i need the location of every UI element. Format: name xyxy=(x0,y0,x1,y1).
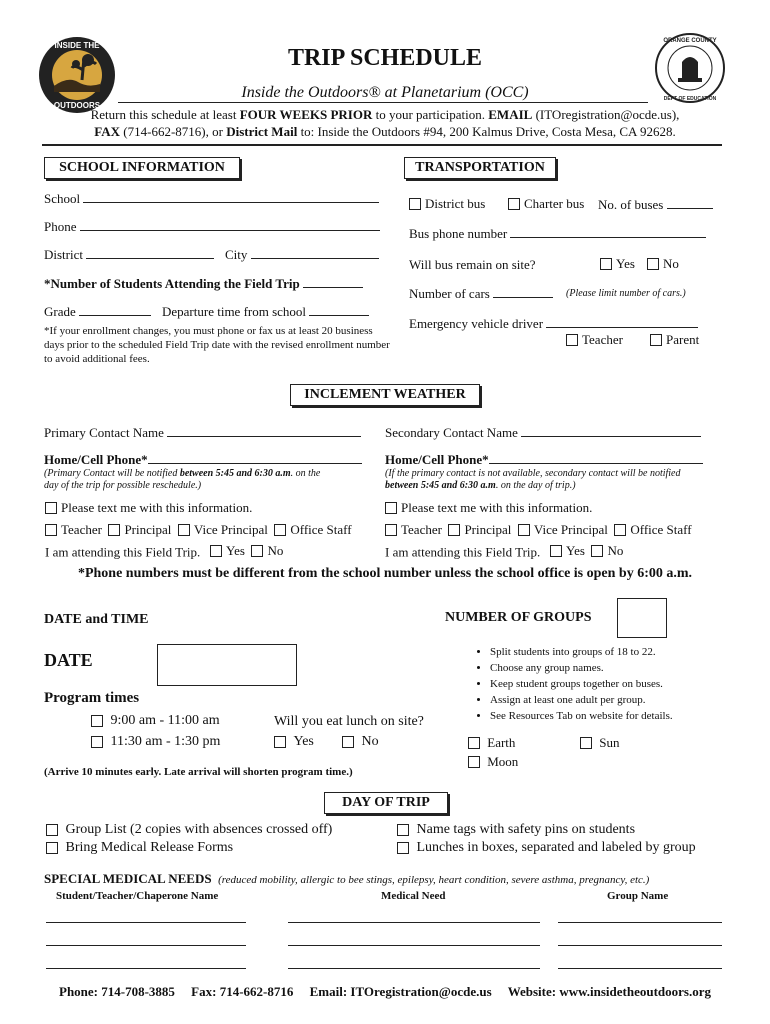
district-bus-checkbox[interactable]: District bus xyxy=(409,196,485,211)
bus-remain-label: Will bus remain on site? xyxy=(409,257,536,272)
primary-teacher-checkbox[interactable]: Teacher xyxy=(45,522,102,537)
charter-bus-checkbox[interactable]: Charter bus xyxy=(508,196,584,211)
medical-need-line[interactable] xyxy=(288,968,540,969)
svg-text:ORANGE COUNTY: ORANGE COUNTY xyxy=(663,38,717,44)
page-title: TRIP SCHEDULE xyxy=(287,45,483,71)
cars-note: (Please limit number of cars.) xyxy=(566,288,686,299)
medical-col-name-header: Student/Teacher/Chaperone Name xyxy=(56,890,219,902)
district-field[interactable]: District xyxy=(44,246,214,262)
number-of-groups-heading: NUMBER OF GROUPS xyxy=(445,610,592,625)
arrival-note: (Arrive 10 minutes early. Late arrival will shorten program time.) xyxy=(44,766,353,778)
medical-name-line[interactable] xyxy=(46,968,246,969)
primary-principal-checkbox[interactable]: Principal xyxy=(108,522,171,537)
primary-contact-field[interactable]: Primary Contact Name xyxy=(44,424,361,440)
groups-count-box[interactable] xyxy=(617,598,667,638)
emergency-driver-field[interactable]: Emergency vehicle driver xyxy=(409,315,698,331)
medical-need-line[interactable] xyxy=(288,945,540,946)
city-field[interactable]: City xyxy=(225,246,379,262)
group-list-checkbox[interactable]: Group List (2 copies with absences crossed off) xyxy=(46,822,332,837)
primary-attending-row: I am attending this Field Trip. Yes No xyxy=(45,543,284,560)
svg-text:OUTDOORS: OUTDOORS xyxy=(53,101,101,110)
program-times-label: Program times xyxy=(44,690,140,706)
footer-website[interactable]: Website: www.insidetheoutdoors.org xyxy=(507,984,711,999)
footer-email[interactable]: Email: ITOregistration@ocde.us xyxy=(309,984,492,999)
secondary-teacher-checkbox[interactable]: Teacher xyxy=(385,522,442,537)
secondary-home-cell-field[interactable]: Home/Cell Phone* xyxy=(385,451,703,467)
medical-group-line[interactable] xyxy=(558,922,722,923)
secondary-text-me-checkbox[interactable]: Please text me with this information. xyxy=(385,500,592,515)
num-buses-field[interactable]: No. of buses xyxy=(598,196,713,212)
group-guideline-item: • Choose any group names. xyxy=(490,660,673,676)
departure-time-field[interactable]: Departure time from school xyxy=(162,303,369,319)
intro-line-1: Return this schedule at least FOUR WEEKS PRIOR to your participation. EMAIL (ITOregistration@ocde.us), xyxy=(90,107,680,122)
primary-vice-principal-checkbox[interactable]: Vice Principal xyxy=(178,522,268,537)
svg-text:INSIDE THE: INSIDE THE xyxy=(54,41,100,50)
primary-office-staff-checkbox[interactable]: Office Staff xyxy=(274,522,351,537)
group-moon-checkbox[interactable]: Moon xyxy=(468,754,518,769)
num-cars-field[interactable]: Number of cars xyxy=(409,285,553,301)
group-guideline-item: • Keep student groups together on buses. xyxy=(490,676,673,692)
grade-field[interactable]: Grade xyxy=(44,303,151,319)
group-guideline-item: • Assign at least one adult per group. xyxy=(490,692,673,708)
school-information-heading: SCHOOL INFORMATION xyxy=(44,157,240,179)
bus-remain-yes-checkbox[interactable]: Yes xyxy=(600,256,635,271)
medical-group-line[interactable] xyxy=(558,968,722,969)
enrollment-note: *If your enrollment changes, you must phone or fax us at least 20 business days prior to the scheduled Field Trip date with the revised enrollment number to avoid additional fees. xyxy=(44,325,390,365)
secondary-attending-yes-checkbox[interactable]: Yes xyxy=(550,543,585,558)
primary-role-row xyxy=(45,522,352,539)
secondary-contact-note: (If the primary contact is not available, secondary contact will be notified between 5:45 and 6:30 a.m. on the day of trip.) xyxy=(385,468,681,491)
medical-col-group-header: Group Name xyxy=(607,890,669,902)
lunches-checkbox[interactable]: Lunches in boxes, separated and labeled by group xyxy=(397,840,696,855)
driver-parent-checkbox[interactable]: Parent xyxy=(650,332,699,347)
medical-need-line[interactable] xyxy=(288,922,540,923)
header-rule xyxy=(42,144,722,146)
secondary-principal-checkbox[interactable]: Principal xyxy=(448,522,511,537)
primary-attending-yes-checkbox[interactable]: Yes xyxy=(210,543,245,558)
footer-contact xyxy=(0,984,770,999)
transportation-heading: TRANSPORTATION xyxy=(404,157,556,179)
phone-warning: *Phone numbers must be different from the school number unless the school office is open by 6:00 a.m. xyxy=(77,566,693,581)
secondary-vice-principal-checkbox[interactable]: Vice Principal xyxy=(518,522,608,537)
students-count-field[interactable]: *Number of Students Attending the Field Trip xyxy=(44,275,363,291)
secondary-attending-row: I am attending this Field Trip. Yes No xyxy=(385,543,624,560)
lunch-yes-checkbox[interactable]: Yes xyxy=(274,734,314,749)
page-subtitle: Inside the Outdoors® at Planetarium (OCC) xyxy=(241,84,529,101)
group-guidelines-list xyxy=(470,644,673,724)
inclement-weather-heading: INCLEMENT WEATHER xyxy=(290,384,480,406)
medical-name-line[interactable] xyxy=(46,945,246,946)
subtitle-underline xyxy=(118,102,648,103)
date-time-heading: DATE and TIME xyxy=(44,612,149,627)
group-guideline-item: • See Resources Tab on website for details. xyxy=(490,708,673,724)
secondary-office-staff-checkbox[interactable]: Office Staff xyxy=(614,522,691,537)
primary-attending-no-checkbox[interactable]: No xyxy=(251,543,283,558)
bus-phone-field[interactable]: Bus phone number xyxy=(409,225,706,241)
driver-teacher-checkbox[interactable]: Teacher xyxy=(566,332,623,347)
phone-field[interactable]: Phone xyxy=(44,218,380,234)
medical-forms-checkbox[interactable]: Bring Medical Release Forms xyxy=(46,840,233,855)
time-slot-1-checkbox[interactable]: 9:00 am - 11:00 am xyxy=(91,713,220,728)
secondary-contact-field[interactable]: Secondary Contact Name xyxy=(385,424,701,440)
secondary-attending-no-checkbox[interactable]: No xyxy=(591,543,623,558)
group-earth-checkbox[interactable]: Earth xyxy=(468,735,515,750)
lunch-no-checkbox[interactable]: No xyxy=(342,734,379,749)
svg-text:DEPT OF EDUCATION: DEPT OF EDUCATION xyxy=(663,96,717,102)
time-slot-2-checkbox[interactable]: 11:30 am - 1:30 pm xyxy=(91,734,220,749)
date-label: DATE xyxy=(44,650,93,670)
primary-home-cell-field[interactable]: Home/Cell Phone* xyxy=(44,451,362,467)
intro-line-2: FAX (714-662-8716), or District Mail to: Inside the Outdoors #94, 200 Kalmus Drive, Costa Mesa, CA 92628. xyxy=(94,124,676,139)
ocde-seal-logo xyxy=(654,32,726,104)
day-of-trip-heading: DAY OF TRIP xyxy=(324,792,448,814)
group-sun-checkbox[interactable]: Sun xyxy=(580,735,619,750)
medical-group-line[interactable] xyxy=(558,945,722,946)
date-input-box[interactable] xyxy=(157,644,297,686)
primary-contact-note: (Primary Contact will be notified between 5:45 and 6:30 a.m. on the day of the trip for possible reschedule.) xyxy=(44,468,321,491)
primary-text-me-checkbox[interactable]: Please text me with this information. xyxy=(45,500,252,515)
secondary-role-row xyxy=(385,522,692,539)
footer-phone: Phone: 714-708-3885 xyxy=(59,984,175,999)
medical-name-line[interactable] xyxy=(46,922,246,923)
medical-col-need-header: Medical Need xyxy=(381,890,446,902)
group-guideline-item: • Split students into groups of 18 to 22. xyxy=(490,644,673,660)
lunch-label: Will you eat lunch on site? xyxy=(274,714,424,729)
name-tags-checkbox[interactable]: Name tags with safety pins on students xyxy=(397,822,635,837)
school-field[interactable]: School xyxy=(44,190,379,206)
special-medical-needs-label: SPECIAL MEDICAL NEEDS (reduced mobility, allergic to bee stings, epilepsy, heart condition, severe asthma, pregnancy, etc.) xyxy=(44,871,650,886)
footer-fax: Fax: 714-662-8716 xyxy=(191,984,294,999)
bus-remain-no-checkbox[interactable]: No xyxy=(647,256,679,271)
